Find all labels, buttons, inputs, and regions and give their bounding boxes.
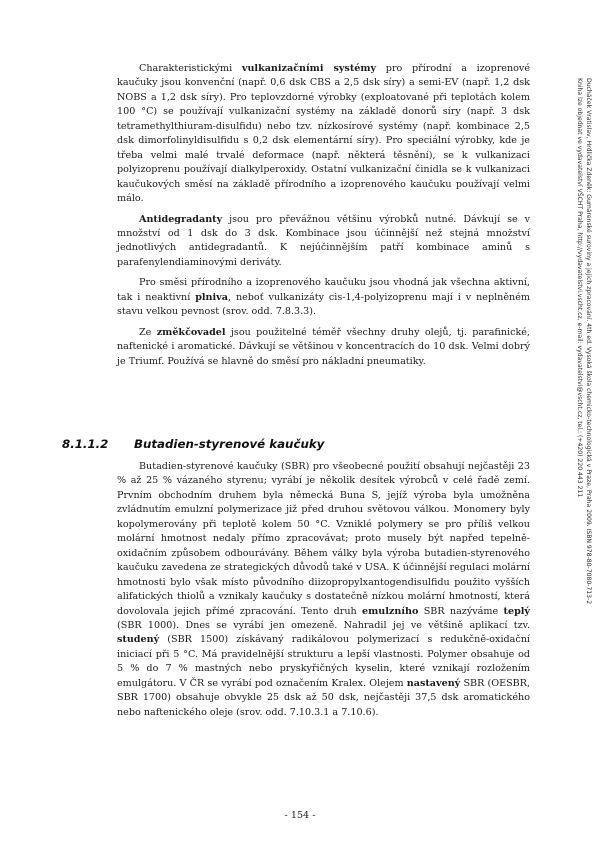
text-run: jsou pro převážnou většinu výrobků nutné. Dávkují se v množství od 1 dsk do 3 dsk. Kombinace jsou účinnější než stejná množství jednotlivých antidegradantů. K nejúčinnějším patří kombinace aminů s parafenylendiaminovými deriváty.: [117, 213, 530, 268]
bold-term: emulzního: [362, 605, 419, 617]
bold-term: nastavený: [406, 677, 461, 689]
text-run: Pro směsi přírodního a izoprenového kaučuku jsou vhodná jak všechna aktivní, tak i neaktivní: [117, 277, 530, 303]
bold-term: plniva: [195, 291, 228, 303]
text-run: (SBR 1000). Dnes se vyrábí jen omezeně. Nahradil jej ve většině aplikací tzv.: [117, 619, 530, 631]
side-citation: [553, 78, 593, 678]
text-run: SBR nazýváme: [418, 605, 504, 617]
section-heading: [62, 437, 532, 451]
bold-term: změkčovadel: [156, 326, 226, 338]
text-run: Ze: [139, 326, 157, 338]
text-run: Charakteristickými: [139, 63, 242, 74]
text-block-bottom: [117, 460, 530, 726]
paragraph-zmekcovadla: [117, 326, 530, 369]
paragraph-plniva: [117, 276, 530, 319]
paragraph-antidegradanty: [117, 213, 530, 271]
bold-term: teplý: [503, 605, 530, 617]
section-title: Butadien-styrenové kaučuky: [134, 437, 325, 451]
text-run: jsou použitelné téměř všechny druhy olejů, tj. parafinické, naftenické i aromatické. Dávkují se většinou v koncentracích do 10 dsk. Velmi dobrý je Triumf. Používá se hlavně do směsí pro nákladní pneumatiky.: [117, 326, 530, 367]
section-number: 8.1.1.2: [62, 437, 109, 451]
text-block-top: [117, 62, 530, 375]
text-run: , neboť vulkanizáty cis-1,4-polyizoprenu mají i v neplněném stavu velkou pevnost (srov. odd. 7.8.3.3).: [117, 291, 530, 318]
ordering-line: Kniha lze objednat ve vydavatelství VŠCHT Praha, http://vydavatelstvi.vscht.cz, e-mail: vydavatelstvi@vscht.cz, tel.: (+420) 220 443 211: [576, 78, 583, 498]
text-run: pro přírodní a izoprenové kaučuky jsou konvenční (např. 0,6 dsk CBS a 2,5 dsk síry) a semi-EV (např. 1,2 dsk NOBS a 1,2 dsk síry). Pro teplovzdorné výrobky (exploatované při teplotách kolem 100 °C) se používají vulkanizační systémy na základě donorů síry (např. 3 dsk tetramethylthiuram-disulfidu) nebo tzv. nízkosírové systémy (např. kombinace 2,5 dsk dimorfolinyldisulfidu s 0,2 dsk elementární síry). Pro speciální výrobky, kde je třeba velmi malé trvalé deformace (např. některá těsnění), se k vulkanizaci polyizoprenu používají dialkylperoxidy. Ostatní vulkanizační činidla se k vulkanizaci kaučukových směsí na základě přírodního a izoprenového kaučuku používají velmi málo.: [117, 63, 531, 205]
text-run: SBR (OESBR, SBR 1700) obsahuje obvykle 25 dsk až 50 dsk, nejčastěji 37,5 dsk aromatického nebo naftenického oleje (srov. odd. 7.10.3.1 a 7.10.6).: [117, 677, 530, 718]
paragraph-sbr: [117, 460, 530, 720]
paragraph-vulkanizacni-systemy: [117, 62, 530, 207]
citation-line: Ducháček Vratislav, Hrdlička Zdeněk: Gumárenské suroviny a jejich zpracování. 4th ed. Vysoká škola chemicko-technologická v Praze, Praha 2009. ISBN 978-80-7080-713-2: [585, 78, 592, 605]
bold-term: vulkanizačními systémy: [241, 63, 377, 74]
page-number: - 154 -: [284, 810, 316, 821]
text-run: (SBR 1500) získávaný radikálovou polymerizací s redukčně-oxidační iniciací při 5 °C. Má pravidelnější strukturu a lepší vlastnosti. Polymer obsahuje od 5 % do 7 % mastných nebo pryskyřičných kyselin, které vznikají rozložením emulgátoru. V ČR se vyrábí pod označením Kralex. Olejem: [117, 634, 530, 689]
text-run: Butadien-styrenové kaučuky (SBR) pro všeobecné použití obsahují nejčastěji 23 % až 25 % vázaného styrenu; vyrábí je několik desítek výrobců v celé řadě zemí. Prvním obchodním druhem byla německá Buna S, jejíž výroba byla umožněna zvládnutím emulzní polymerizace již před druhou světovou válkou. Monomery byly kopolymerovány při teplotě kolem 50 °C. Vzniklé polymery se pro příliš velkou molární hmotnost nedaly přímo zpracovávat; proto musely být napřed tepelně-oxidačním způsobem odbourávány. Během války byla výroba butadien-styrenového kaučuku zavedena ze strategických důvodů také v USA. K účinnější regulaci molární hmotnosti bylo však místo původního diizopropylxantogendisulfidu použito vyšších alifatických thiolů a vznikaly kaučuky s dostatečně nízkou molární hmotností, která dovolovala jejich přímé zpracování. Tento druh: [117, 461, 530, 617]
bold-term: Antidegradanty: [139, 213, 223, 225]
bold-term: studený: [117, 634, 160, 646]
